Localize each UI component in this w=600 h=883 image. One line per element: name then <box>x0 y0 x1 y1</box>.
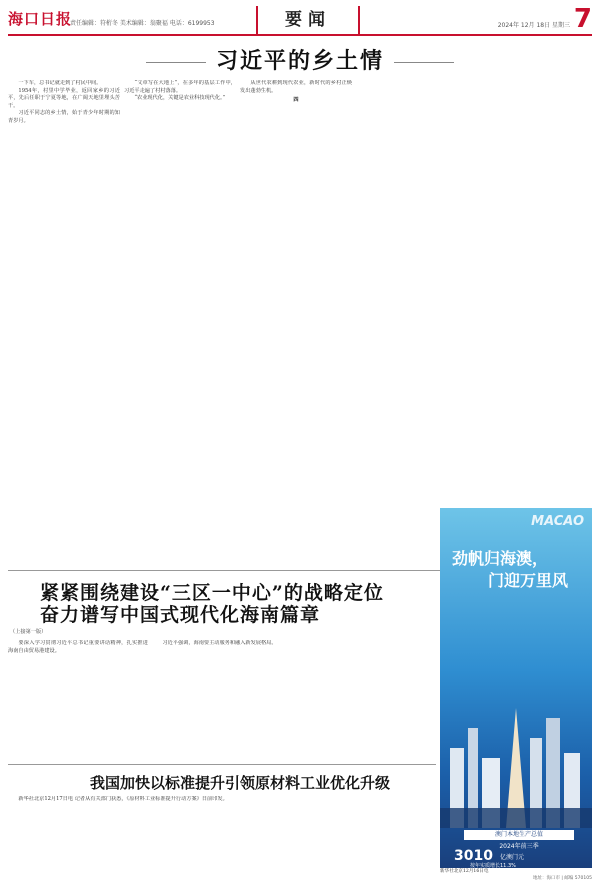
headline-rule-left <box>146 62 206 63</box>
story2-column-1 <box>8 640 148 758</box>
story2-paragraph: 要深入学习贯彻习近平总书记重要讲话精神，扎实推进海南自由贸易港建设。 <box>8 640 148 654</box>
story1-column-4 <box>356 80 468 560</box>
section-title: 要闻 <box>256 6 360 34</box>
story2-title-line1: 紧紧围绕建设“三区一中心”的战略定位 <box>40 582 384 604</box>
city-skyline-icon <box>440 678 592 828</box>
masthead <box>8 6 592 36</box>
ad-gdp-unit: 亿澳门元 <box>500 854 525 861</box>
ad-period-label: 2024年前三季 <box>499 843 539 850</box>
section-divider <box>8 764 436 765</box>
story2-paragraph: 习近平强调，海南要主动服务和融入新发展格局。 <box>162 640 277 646</box>
story1-paragraph: 习近平同志的乡土情，始于青少年时期的知青岁月。 <box>8 110 120 124</box>
story1-subhead: 四 <box>293 97 299 104</box>
issue-date: 2024年 12月 18日 星期三 <box>497 22 570 29</box>
story1-headline <box>0 44 600 75</box>
story3-paragraph: 新华社北京12月17日电 记者从有关部门获悉，《原材料工业标准提升行动方案》日前印发。 <box>18 796 228 802</box>
story1-column-2 <box>124 80 236 560</box>
ad-slogan-line1: 劲帆归海澳， <box>452 549 549 568</box>
ad-gdp-value: 3010 <box>454 848 493 864</box>
page-number: 7 <box>573 4 592 34</box>
story2-byline: （上接第一版） <box>10 629 47 635</box>
ad-growth-caption: 按年实质增长11.3% <box>470 863 516 868</box>
macao-advertisement <box>440 508 592 868</box>
page-footer: 地址：海口市 | 邮编 570105 <box>533 876 592 881</box>
story1-paragraph: “文章写在大地上”，在多年的基层工作中，习近平走遍了村村落落。 <box>124 80 236 94</box>
story2-column-2 <box>152 640 292 758</box>
story1-paragraph: 从世代农耕到现代农业，新时代的乡村正焕发出蓬勃生机。 <box>240 80 352 94</box>
story2-headline <box>40 582 440 626</box>
ad-gdp-label: 澳门本地生产总值 <box>464 830 574 840</box>
story1-paragraph: 一下车，总书记就走到了村民中间。 <box>18 80 102 86</box>
story1-column-3 <box>240 80 352 560</box>
ad-brand-logo: MACAO <box>531 514 584 529</box>
newspaper-logo: 海口日报 <box>8 10 73 28</box>
story1-column-5 <box>472 80 592 500</box>
editor-meta: 责任编辑：符桁冬 美术编辑：翁聚福 电话：6199953 <box>70 20 215 27</box>
story1-paragraph: 1954年，村里中学毕业，返回家乡的习近平，先后任职于宁夏等地，在广阔天地里埋头苦干。 <box>8 87 120 109</box>
story1-column-1 <box>8 80 120 560</box>
story3-body <box>8 796 436 874</box>
headline-rule-right <box>394 62 454 63</box>
story2-title-line2: 奋力谱写中国式现代化海南篇章 <box>40 604 321 626</box>
wire-notice: 新华社北京12月16日电 <box>440 869 489 874</box>
story1-paragraph: “农业现代化，关键是农业科技现代化。” <box>134 95 226 102</box>
story1-title: 习近平的乡土情 <box>215 48 384 74</box>
ad-slogan-line2: 门迎万里风 <box>488 571 569 590</box>
story2-column-3 <box>296 640 436 758</box>
story3-title: 我国加快以标准提升引领原材料工业优化升级 <box>89 774 390 792</box>
